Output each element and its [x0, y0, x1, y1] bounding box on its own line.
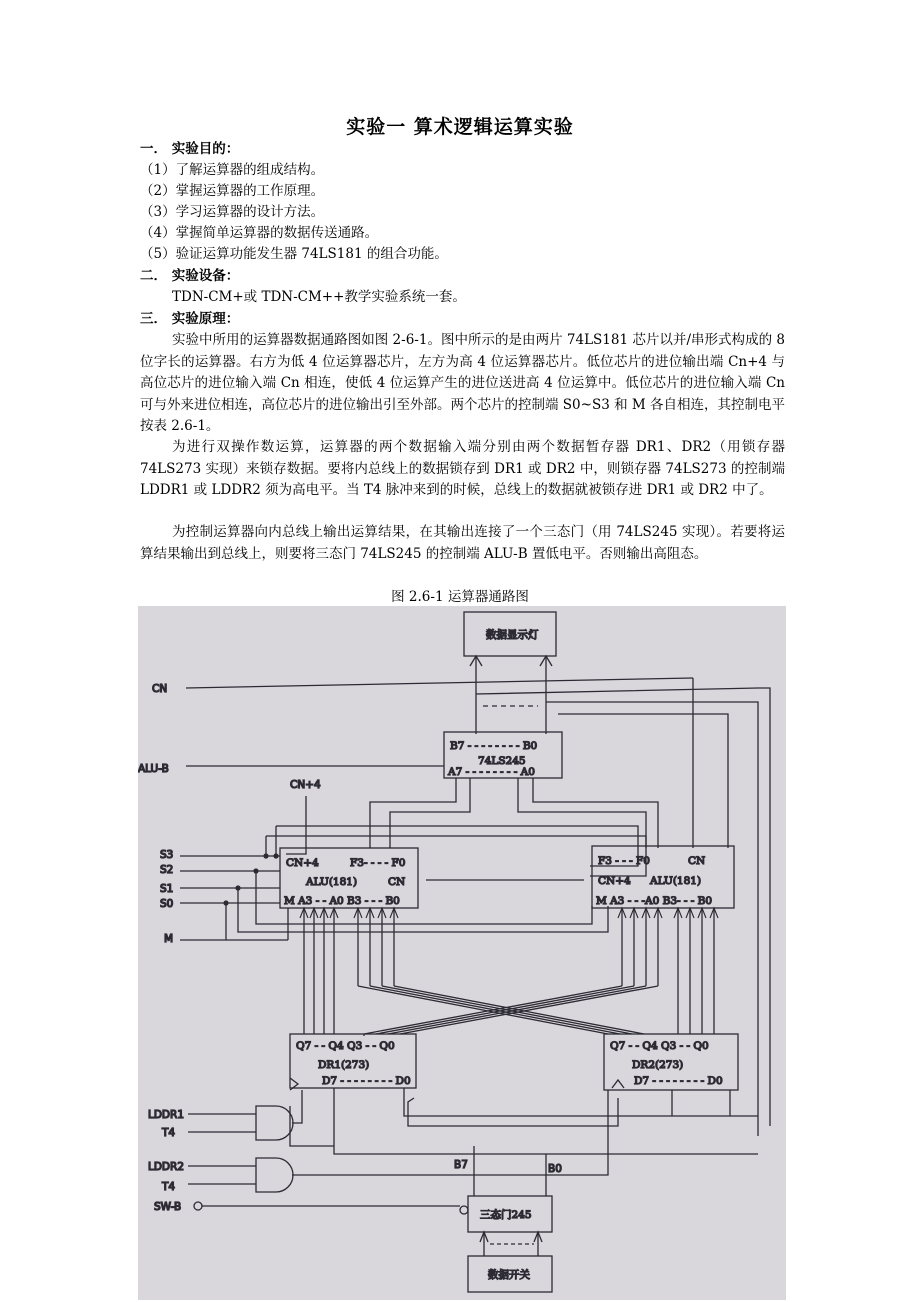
principle-paragraph-1: 实验中所用的运算器数据通路图如图 2-6-1。图中所示的是由两片 74LS181 芯片以并/串形式构成的 8 位字长的运算器。右方为低 4 位运算器芯片，左方为高 4 位运算器芯片。低位芯片的进位输出端 Cn+4 与高位芯片的进位输入端 Cn 相连，使低 4 位运算产生的进位送进高 4 位运算中。低位芯片的进位输入端 Cn 可与外来进位相连，高位芯片的进位输出引至外部。两个芯片的控制端 S0~S3 和 M 各自相连，其控制电平按表 2.6-1。: [140, 332, 785, 434]
buffer-chip-label: 74LS245: [478, 755, 526, 767]
alu-right-r1b: CN: [688, 855, 706, 867]
bus-b0-label: B0: [548, 1163, 562, 1175]
list-item: （5）验证运算功能发生器 74LS181 的组合功能。: [140, 246, 448, 262]
alu-low-inputs: [364, 908, 714, 1034]
principle-paragraph-3: 为控制运算器向内总线上输出运算结果，在其输出连接了一个三态门（用 74LS245 实现）。若要将运算结果输出到总线上，则要将三态门 74LS245 的控制端 ALU-B 置低电平。否则输出高阻态。: [140, 524, 785, 562]
alu-right-r2b: ALU(181): [650, 875, 702, 887]
section-3-heading: 三． 实验原理：: [140, 311, 240, 327]
alu-left-r1a: CN+4: [286, 857, 319, 869]
list-item: （4）掌握简单运算器的数据传送通路。: [140, 225, 379, 241]
section-2-heading: 二． 实验设备：: [140, 268, 240, 284]
dr2-r1: Q7 - - Q4 Q3 - - Q0: [610, 1040, 709, 1052]
signal-s2-label: S2: [160, 864, 174, 876]
list-item: （2）掌握运算器的工作原理。: [140, 183, 325, 199]
tristate-label: 三态门245: [480, 1209, 532, 1221]
display-lamps-label: 数据显示灯: [486, 629, 539, 641]
alu-left-r1b: F3- - - - F0: [350, 857, 406, 869]
buffer-bottom-label: A7 - - - - - - - - A0: [448, 766, 535, 778]
dr1-r3: D7 - - - - - - - - D0: [322, 1075, 411, 1087]
signal-t4-2-label: T4: [162, 1181, 176, 1193]
alu-left-r2a: ALU(181): [306, 876, 358, 888]
and-gate-1: [256, 1106, 293, 1140]
section-1-heading: 一． 实验目的：: [140, 141, 240, 157]
figure-caption: 图 2.6-1 运算器通路图: [391, 589, 529, 605]
principle-paragraph-2: 为进行双操作数运算，运算器的两个数据输入端分别由两个数据暂存器 DR1、DR2（用锁存器 74LS273 实现）来锁存数据。要将内总线上的数据锁存到 DR1 或 DR2 中，则锁存器 74LS273 的控制端 LDDR1 或 LDDR2 须为高电平。当 T4 脉冲来到的时候，总线上的数据就被锁存进 DR1 或 DR2 中了。: [140, 439, 785, 498]
alu-high-inputs: [304, 908, 644, 1034]
alu-datapath-figure: [138, 606, 786, 1300]
signal-s3-label: S3: [160, 849, 174, 861]
signal-t4-1-label: T4: [162, 1127, 176, 1139]
dr2-r3: D7 - - - - - - - - D0: [634, 1075, 723, 1087]
signal-sw-b-label: SW-B: [154, 1201, 182, 1213]
dr1-r1: Q7 - - Q4 Q3 - - Q0: [296, 1040, 395, 1052]
bus-b7-label: B7: [454, 1159, 468, 1171]
alu-right-r2a: CN+4: [598, 875, 631, 887]
equipment-text: TDN-CM+或 TDN-CM++教学实验系统一套。: [172, 289, 466, 305]
data-switches-label: 数据开关: [488, 1269, 530, 1281]
signal-cn4-label: CN+4: [290, 779, 321, 791]
dr1-r2: DR1(273): [318, 1059, 370, 1071]
alu-left-r2b: CN: [388, 876, 406, 888]
alu-right-r1a: F3 - - - F0: [598, 855, 650, 867]
dr2-r2: DR2(273): [632, 1059, 684, 1071]
signal-m-label: M: [164, 933, 174, 945]
signal-alu-b-label: ALU-B: [138, 763, 169, 775]
alu-left-r3: M A3 - - A0 B3 - - - B0: [284, 895, 400, 907]
signal-lddr2-label: LDDR2: [148, 1161, 184, 1173]
page-title: 实验一 算术逻辑运算实验: [346, 116, 574, 138]
circuit-diagram: [138, 606, 786, 1300]
list-item: （1）了解运算器的组成结构。: [140, 162, 325, 178]
list-item: （3）学习运算器的设计方法。: [140, 204, 325, 220]
signal-s1-label: S1: [160, 883, 174, 895]
buffer-top-label: B7 - - - - - - - - B0: [450, 740, 538, 752]
signal-cn-label: CN: [152, 683, 168, 695]
signal-s0-label: S0: [160, 898, 174, 910]
alu-right-r3: M A3 - - -A0 B3- - - B0: [596, 895, 713, 907]
signal-lddr1-label: LDDR1: [148, 1109, 184, 1121]
and-gate-2: [256, 1158, 293, 1192]
